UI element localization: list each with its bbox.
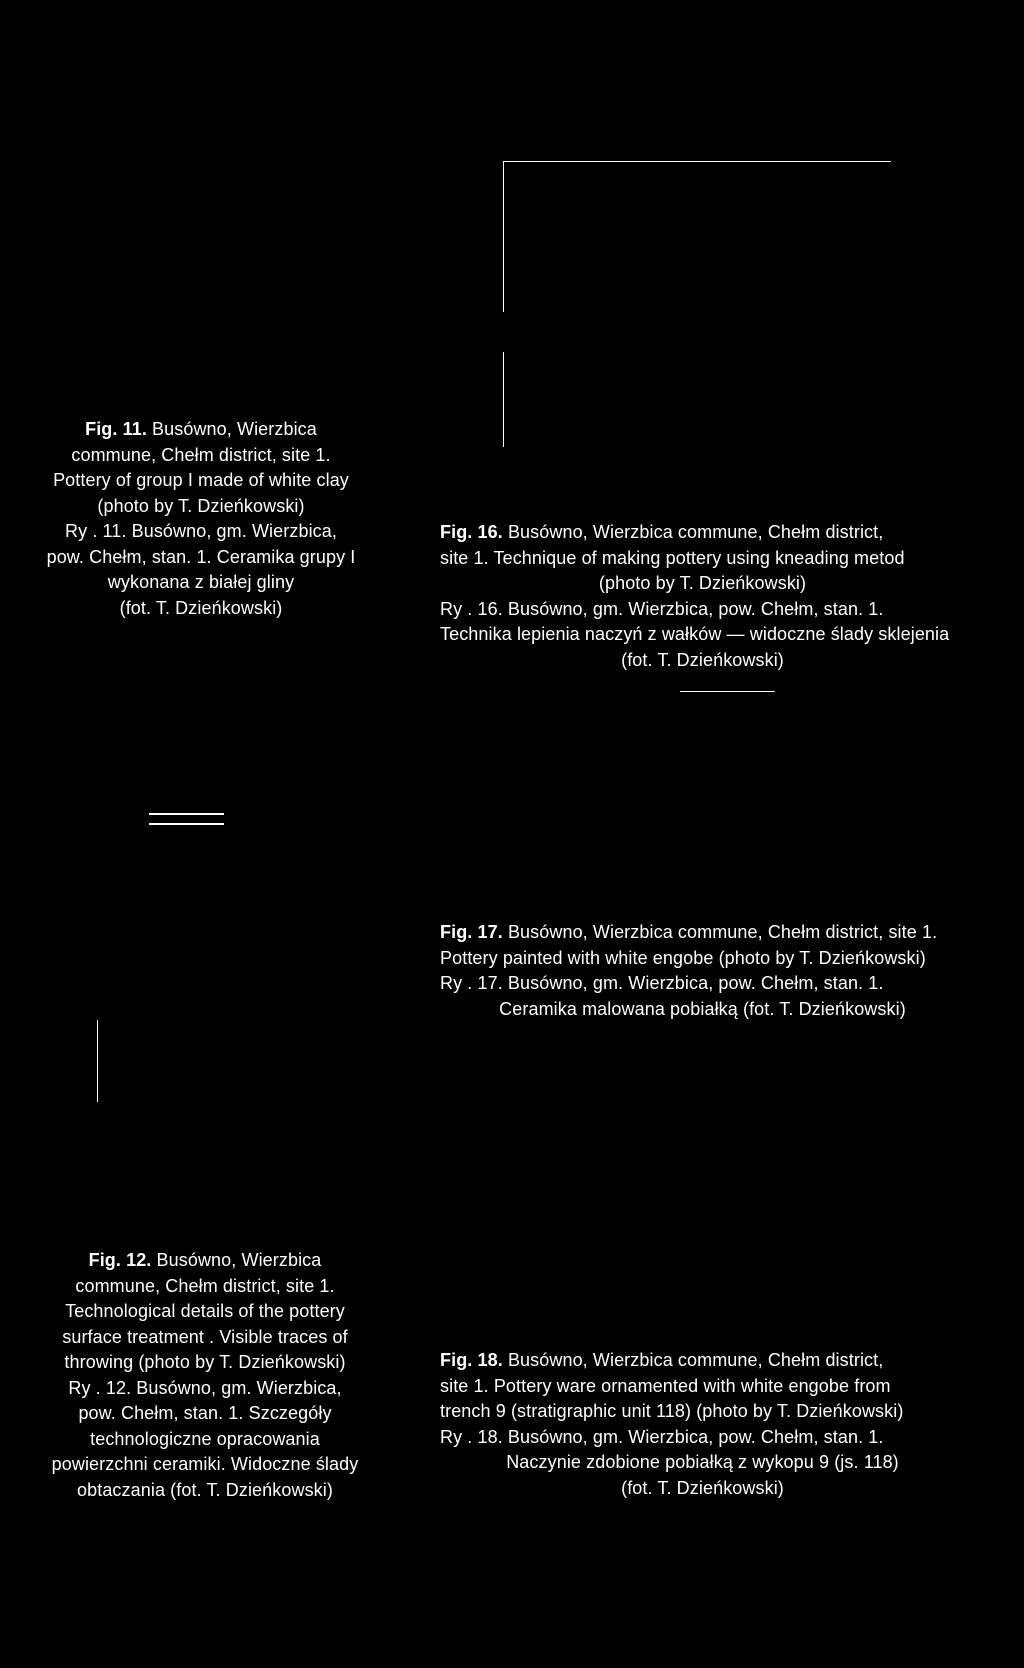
fig18-line-1: [440, 1348, 965, 1374]
top-right-horizontal-rule: [503, 161, 891, 162]
fig17-line-4: Ceramika malowana pobiałką (fot. T. Dzieńkowski): [499, 998, 906, 1019]
fig18-line-1-text: Busówno, Wierzbica commune, Chełm district,: [507, 1350, 884, 1370]
fig16-line-2: site 1. Technique of making pottery using kneading metod: [440, 547, 905, 568]
fig12-caption: [40, 1248, 370, 1503]
fig16-caption: [440, 520, 965, 673]
fig16-line-6: (fot. T. Dzieńkowski): [621, 649, 784, 670]
top-right-vertical-rule-lower: [503, 352, 504, 447]
fig12-label: Fig. 12.: [88, 1250, 152, 1270]
fig18-line-6: (fot. T. Dzieńkowski): [621, 1477, 784, 1498]
fig17-line-3: Ry . 17. Busówno, gm. Wierzbica, pow. Chełm, stan. 1.: [440, 973, 884, 993]
left-double-rule-top: [149, 813, 224, 815]
top-right-vertical-rule-upper: [503, 162, 504, 312]
left-double-rule-bottom: [149, 823, 224, 825]
fig18-line-3: trench 9 (stratigraphic unit 118) (photo by T. Dzieńkowski): [440, 1401, 904, 1421]
fig12-line-2: commune, Chełm district, site 1.: [75, 1275, 335, 1296]
fig18-line-2: site 1. Pottery ware ornamented with white engobe from: [440, 1375, 891, 1396]
fig17-label: Fig. 17.: [440, 922, 503, 942]
fig12-line-4: surface treatment . Visible traces of: [62, 1326, 348, 1347]
fig11-line-7: wykonana z białej gliny: [107, 572, 295, 592]
fig11-line-3: Pottery of group I made of white clay: [53, 470, 349, 490]
fig12-line-6: Ry . 12. Busówno, gm. Wierzbica,: [68, 1377, 342, 1398]
fig16-line-4: Ry . 16. Busówno, gm. Wierzbica, pow. Chełm, stan. 1.: [440, 598, 884, 619]
fig12-line-7: pow. Chełm, stan. 1. Szczegóły: [78, 1403, 332, 1423]
fig16-divider-rule: [680, 691, 775, 692]
fig11-line-6: pow. Chełm, stan. 1. Ceramika grupy I: [46, 546, 356, 567]
fig16-line-1-text: Busówno, Wierzbica commune, Chełm district,: [507, 522, 884, 542]
fig11-caption: [28, 417, 374, 621]
fig11-line-2: commune, Chełm district, site 1.: [71, 444, 331, 465]
fig11-label: Fig. 11.: [85, 419, 147, 439]
fig18-caption: [440, 1348, 965, 1501]
fig17-caption: [440, 920, 965, 1022]
fig12-line-3: Technological details of the pottery: [65, 1301, 345, 1321]
fig12-line-5: throwing (photo by T. Dzieńkowski): [64, 1352, 346, 1372]
fig17-line-1-text: Busówno, Wierzbica commune, Chełm district, site 1.: [507, 922, 938, 942]
fig18-line-4: Ry . 18. Busówno, gm. Wierzbica, pow. Chełm, stan. 1.: [440, 1426, 884, 1447]
fig11-line-8: (fot. T. Dzieńkowski): [119, 597, 283, 618]
fig18-label: Fig. 18.: [440, 1350, 503, 1370]
fig18-line-5: Naczynie zdobione pobiałką z wykopu 9 (js. 118): [506, 1452, 899, 1472]
fig16-label: Fig. 16.: [440, 522, 503, 542]
fig11-line-1: [28, 417, 374, 443]
left-vertical-rule: [97, 1020, 98, 1102]
fig12-line-9: powierzchni ceramiki. Widoczne ślady: [51, 1454, 359, 1474]
fig12-line-1-text: Busówno, Wierzbica: [156, 1250, 322, 1270]
fig16-line-5: Technika lepienia naczyń z wałków — widoczne ślady sklejenia: [440, 624, 950, 644]
fig12-line-8: technologiczne opracowania: [90, 1428, 320, 1449]
fig17-line-2: Pottery painted with white engobe (photo by T. Dzieńkowski): [440, 947, 926, 968]
fig11-line-5: Ry . 11. Busówno, gm. Wierzbica,: [65, 521, 337, 541]
fig11-line-1-text: Busówno, Wierzbica: [152, 419, 317, 439]
fig17-line-1: [440, 920, 965, 946]
fig16-line-3: (photo by T. Dzieńkowski): [598, 573, 807, 593]
fig16-line-1: [440, 520, 965, 546]
fig11-line-4: (photo by T. Dzieńkowski): [97, 495, 305, 516]
fig12-line-1: [40, 1248, 370, 1274]
fig12-line-10: obtaczania (fot. T. Dzieńkowski): [77, 1479, 333, 1500]
